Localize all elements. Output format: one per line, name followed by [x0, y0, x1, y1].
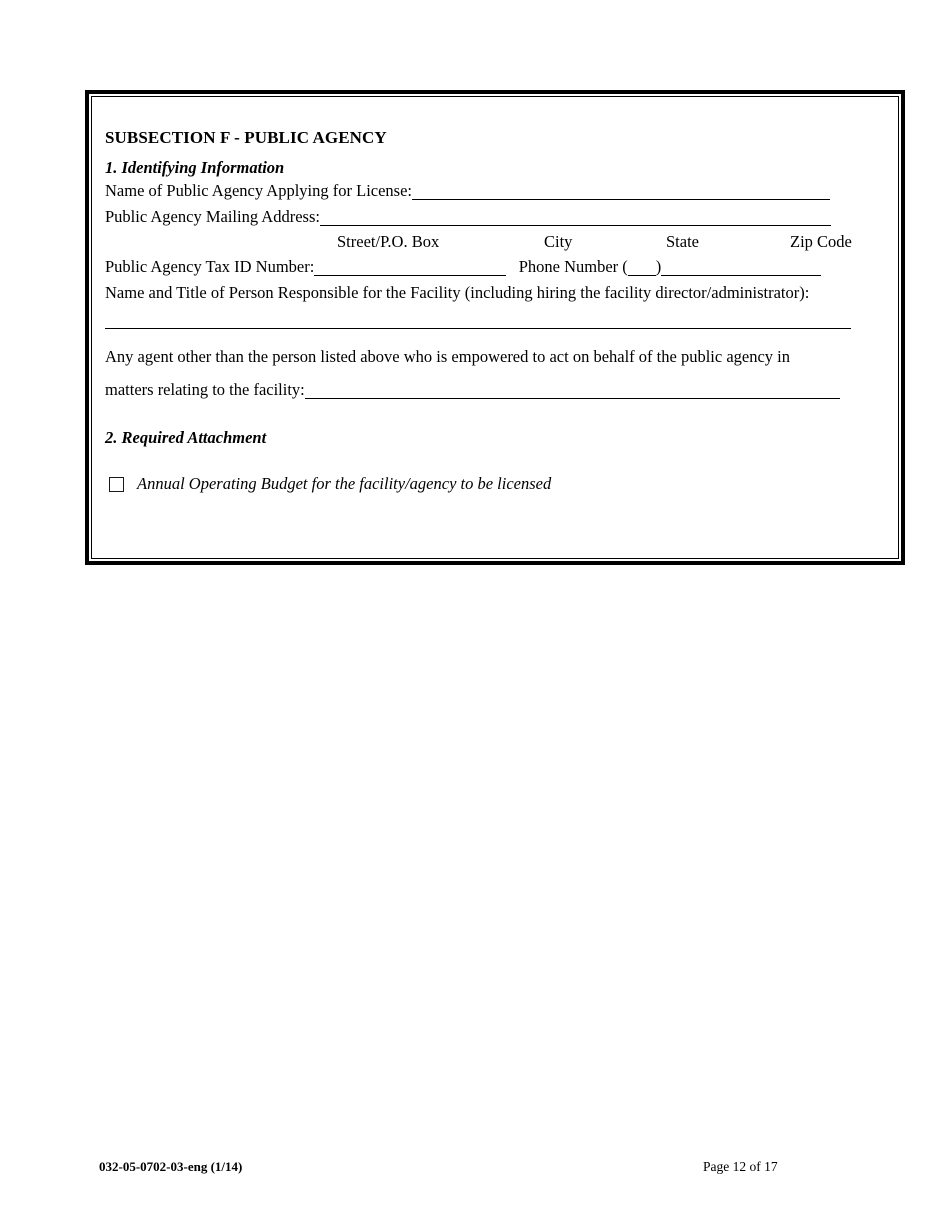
phone-areacode-input-rule[interactable]	[628, 264, 656, 276]
mailing-address-input-rule[interactable]	[320, 214, 831, 226]
tax-id-label: Public Agency Tax ID Number:	[105, 257, 315, 276]
field-row-agency-name	[105, 178, 888, 204]
agent-name-input-rule[interactable]	[305, 387, 840, 399]
responsible-person-label: Name and Title of Person Responsible for the Facility (including hiring the facility director/administrator):	[105, 283, 810, 302]
address-column-city-label: City	[544, 232, 573, 251]
address-column-state-label: State	[666, 232, 699, 251]
form-bordered-box	[85, 90, 905, 565]
field-row-mailing-address	[105, 204, 888, 230]
phone-number-input-rule[interactable]	[661, 264, 821, 276]
address-column-street-label: Street/P.O. Box	[337, 232, 440, 251]
annual-operating-budget-checkbox[interactable]	[109, 477, 124, 492]
agent-paragraph-line-1: Any agent other than the person listed above who is empowered to act on behalf of the public agency in	[105, 347, 790, 366]
agent-paragraph-line-2: matters relating to the facility:	[105, 380, 305, 399]
responsible-person-input-rule[interactable]	[105, 328, 851, 329]
address-column-zip-label: Zip Code	[790, 232, 852, 251]
form-inner-border	[91, 96, 899, 559]
agency-name-input-rule[interactable]	[412, 188, 830, 200]
footer-form-number: 032-05-0702-03-eng (1/14)	[99, 1159, 243, 1174]
phone-label-prefix: Phone Number (	[518, 257, 628, 276]
field-row-responsible-person	[105, 280, 888, 306]
page-footer	[99, 1158, 799, 1178]
subsection-heading-identifying-information: 1. Identifying Information	[105, 158, 285, 177]
agency-name-label: Name of Public Agency Applying for License:	[105, 181, 413, 200]
section-title: SUBSECTION F - PUBLIC AGENCY	[105, 128, 387, 147]
footer-page-indicator: Page 12 of 17	[703, 1159, 778, 1174]
mailing-address-label: Public Agency Mailing Address:	[105, 207, 320, 226]
subsection-heading-required-attachment: 2. Required Attachment	[105, 428, 267, 447]
tax-id-input-rule[interactable]	[314, 264, 506, 276]
annual-operating-budget-label: Annual Operating Budget for the facility/agency to be licensed	[137, 474, 552, 493]
phone-label-suffix: )	[655, 257, 662, 276]
field-row-tax-id-and-phone	[105, 254, 888, 280]
attachment-item[interactable]	[105, 474, 888, 494]
agent-paragraph-line-2-row	[105, 373, 888, 406]
address-column-labels	[105, 230, 888, 254]
form-content	[105, 107, 888, 554]
agent-paragraph	[105, 340, 888, 406]
